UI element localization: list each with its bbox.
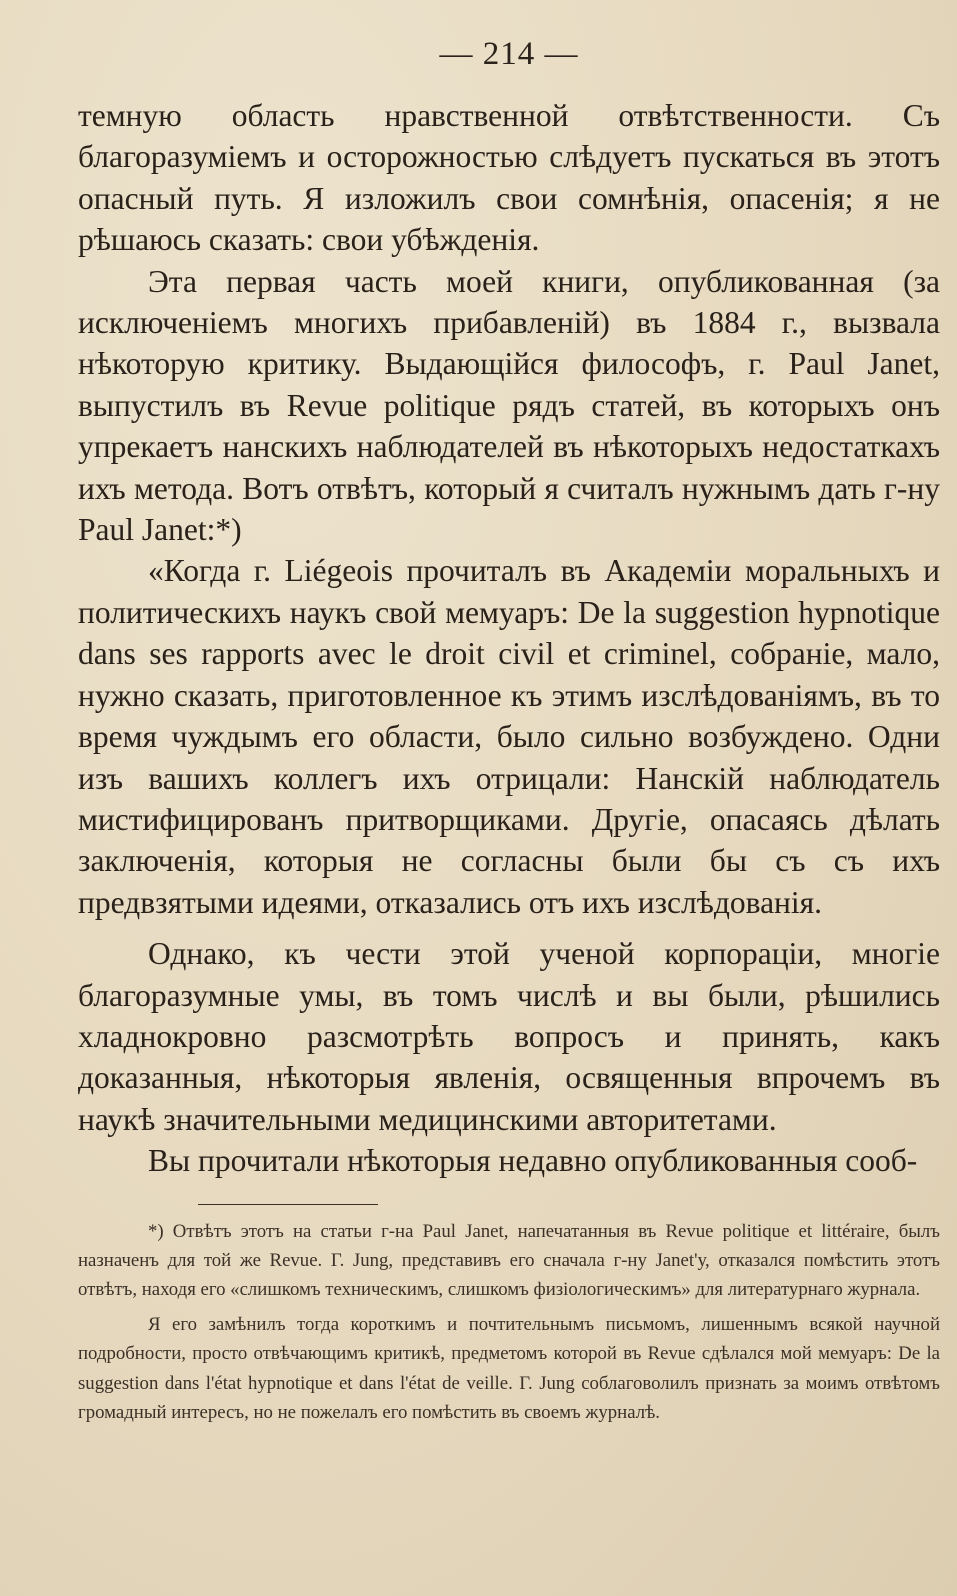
paragraph-1: темную область нравственной отвѣтственности. Съ благоразуміемъ и осторожностью слѣдуетъ пускаться въ этотъ опасный путь. Я изложилъ свои сомнѣнія, опасенія; я не рѣшаюсь сказать: свои убѣжденія. bbox=[78, 98, 940, 258]
document-page bbox=[78, 36, 940, 1427]
page-number: — 214 — bbox=[439, 36, 579, 72]
paragraph-5: Вы прочитали нѣкоторыя недавно опубликованныя сооб- bbox=[148, 1143, 918, 1179]
footnote-1: *) Отвѣтъ этотъ на статьи г-на Paul Janet, напечатанныя въ Revue politique et littéraire, былъ назначенъ для той же Revue. Г. Jung, представивъ его сначала г-ну Janet'у, отказался помѣстить этотъ отвѣтъ, находя его «слишкомъ техническимъ, слишкомъ физіологическимъ» для литературнаго журнала. bbox=[78, 1220, 940, 1300]
paragraph-4: Однако, къ чести этой ученой корпораціи, многіе благоразумные умы, въ томъ числѣ и вы были, рѣшились хладнокровно разсмотрѣть вопросъ и принять, какъ доказанныя, нѣкоторыя явленія, освященныя впрочемъ въ наукѣ значительными медицинскими авторитетами. bbox=[78, 936, 940, 1137]
footnotes bbox=[78, 1217, 940, 1427]
footnote-2: Я его замѣнилъ тогда короткимъ и почтительнымъ письмомъ, лишеннымъ всякой научной подробности, просто отвѣчающимъ критикѣ, предметомъ которой въ Revue сдѣлался мой мемуаръ: De la suggestion dans l'état hypnotique et dans l'état de veille. Г. Jung соблаговолилъ признать за моимъ отвѣтомъ громадный интересъ, но не пожелалъ его помѣстить въ своемъ журналѣ. bbox=[78, 1314, 940, 1423]
main-text bbox=[78, 95, 940, 1182]
paragraph-2: Эта первая часть моей книги, опубликованная (за исключеніемъ многихъ прибавленій) въ 1884 г., вызвала нѣкоторую критику. Выдающійся философъ, г. Paul Janet, выпустилъ въ Revue politique рядъ статей, въ которыхъ онъ упрекаетъ нанскихъ наблюдателей въ нѣкоторыхъ недостаткахъ ихъ метода. Вотъ отвѣтъ, который я считалъ нужнымъ дать г-ну Paul Janet:*) bbox=[78, 263, 940, 548]
footnote-divider bbox=[198, 1204, 378, 1205]
paragraph-3: «Когда г. Liégeois прочиталъ въ Академіи моральныхъ и политическихъ наукъ свой мемуаръ: De la suggestion hypnotique dans ses rapports avec le droit civil et criminel, собраніе, мало, нужно сказать, приготовленное къ этимъ изслѣдованіямъ, въ то время чуждымъ его области, было сильно возбуждено. Одни изъ вашихъ коллегъ ихъ отрицали: Нанскій наблюдатель мистифицированъ притворщиками. Другіе, опасаясь дѣлать заключенія, которыя не согласны были бы съ съ ихъ предвзятыми идеями, отказались отъ ихъ изслѣдованія. bbox=[78, 553, 940, 920]
